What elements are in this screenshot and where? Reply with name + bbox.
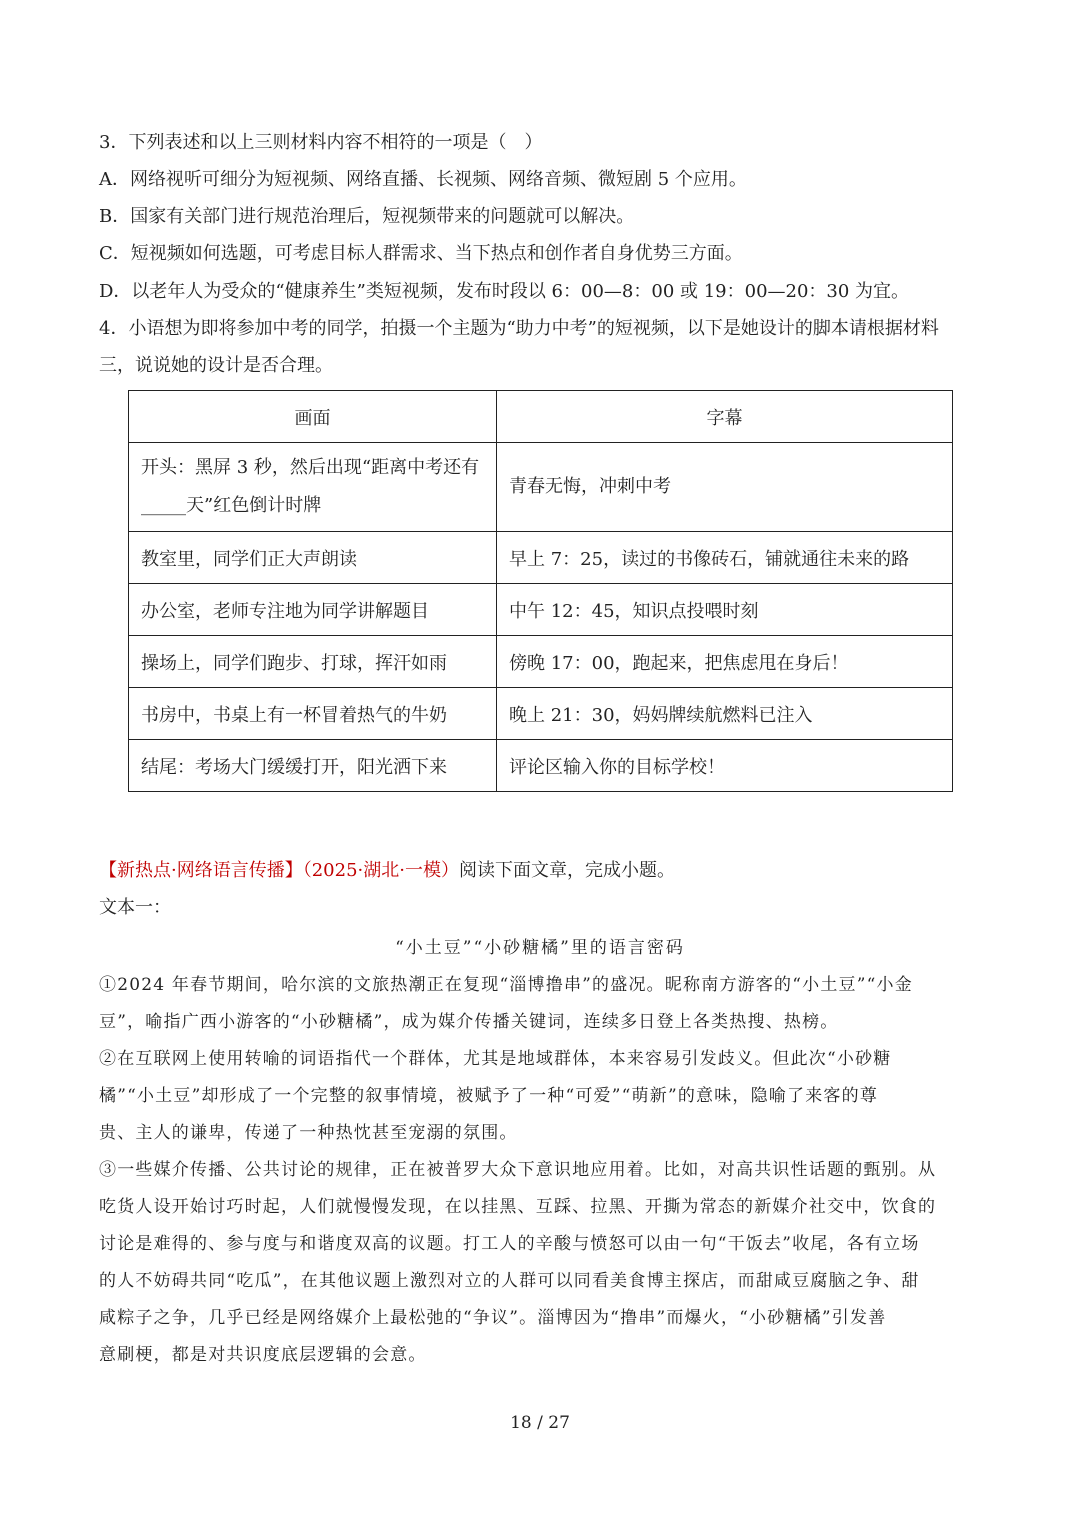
scene-line: 开头：黑屏 3 秒，然后出现“距离中考还有 — [141, 457, 480, 478]
caption-cell: 晚上 21：30，妈妈牌续航燃料已注入 — [497, 688, 953, 740]
scene-cell: 结尾：考场大门缓缓打开，阳光洒下来 — [129, 740, 497, 792]
hot-topic-tag: 【新热点·网络语言传播】 — [99, 860, 303, 881]
caption-cell: 早上 7：25，读过的书像砖石，铺就通往未来的路 — [497, 532, 953, 584]
scene-cell: 办公室，老师专注地为同学讲解题目 — [129, 584, 497, 636]
scene-cell: 教室里，同学们正大声朗读 — [129, 532, 497, 584]
option-b: B．国家有关部门进行规范治理后，短视频带来的问题就可以解决。 — [99, 206, 635, 227]
scene-cell — [129, 443, 497, 532]
question-4-line2: 三，说说她的设计是否合理。 — [99, 355, 333, 376]
scene-line: _____天”红色倒计时牌 — [141, 495, 322, 516]
scene-cell: 操场上，同学们跑步、打球，挥汗如雨 — [129, 636, 497, 688]
header-scene: 画面 — [129, 391, 497, 443]
section-heading — [99, 859, 675, 883]
article-line: 咸粽子之争，几乎已经是网络媒介上最松弛的“争议”。淄博因为“撸串”而爆火，“小砂糖橘”引发善 — [99, 1308, 887, 1328]
question-4-line1: 4．小语想为即将参加中考的同学，拍摄一个主题为“助力中考”的短视频，以下是她设计的脚本请根据材料 — [99, 318, 939, 339]
article-line: ②在互联网上使用转喻的词语指代一个群体，尤其是地域群体，本来容易引发歧义。但此次“小砂糖 — [99, 1049, 892, 1069]
table-row — [129, 636, 953, 688]
article-line: 意刷梗，都是对共识度底层逻辑的会意。 — [99, 1345, 427, 1365]
article-line: 的人不妨碍共同“吃瓜”，在其他议题上激烈对立的人群可以同看美食博主探店，而甜咸豆腐脑之争、甜 — [99, 1271, 920, 1291]
article-line: 吃货人设开始讨巧时起，人们就慢慢发现，在以挂黑、互踩、拉黑、开撕为常态的新媒介社交中，饮食的 — [99, 1197, 937, 1217]
article-line: 豆”，喻指广西小游客的“小砂糖橘”，成为媒介传播关键词，连续多日登上各类热搜、热榜。 — [99, 1012, 839, 1032]
instruction: 阅读下面文章，完成小题。 — [459, 860, 675, 881]
option-c: C．短视频如何选题，可考虑目标人群需求、当下热点和创作者自身优势三方面。 — [99, 243, 743, 264]
caption-cell: 青春无悔，冲刺中考 — [497, 443, 953, 532]
table-header-row — [129, 391, 953, 443]
article-line: ①2024 年春节期间，哈尔滨的文旅热潮正在复现“淄博撸串”的盛况。昵称南方游客的“小土豆”“小金 — [99, 975, 913, 995]
caption-cell: 中午 12：45，知识点投喂时刻 — [497, 584, 953, 636]
caption-cell: 傍晚 17：00，跑起来，把焦虑甩在身后！ — [497, 636, 953, 688]
table-row — [129, 584, 953, 636]
article-line: 橘”“小土豆”却形成了一个完整的叙事情境，被赋予了一种“可爱”“萌新”的意味，隐喻了来客的尊 — [99, 1086, 879, 1106]
text-label: 文本一： — [99, 897, 171, 918]
scene-cell: 书房中，书桌上有一杯冒着热气的牛奶 — [129, 688, 497, 740]
table-row — [129, 740, 953, 792]
table-row — [129, 688, 953, 740]
header-caption: 字幕 — [497, 391, 953, 443]
caption-cell: 评论区输入你的目标学校！ — [497, 740, 953, 792]
option-d: D．以老年人为受众的“健康养生”类短视频，发布时段以 6：00—8：00 或 19：00—20：30 为宜。 — [99, 281, 910, 302]
article-line: 贵、主人的谦卑，传递了一种热忱甚至宠溺的氛围。 — [99, 1123, 518, 1143]
article-title: “小土豆”“小砂糖橘”里的语言密码 — [395, 938, 685, 958]
option-a: A．网络视听可细分为短视频、网络直播、长视频、网络音频、微短剧 5 个应用。 — [99, 169, 747, 190]
article-line: ③一些媒介传播、公共讨论的规律，正在被普罗大众下意识地应用着。比如，对高共识性话题的甄别。从 — [99, 1160, 937, 1180]
source-tag: （2025·湖北·一模） — [302, 860, 459, 881]
question-3-stem: 3．下列表述和以上三则材料内容不相符的一项是（ ） — [99, 132, 543, 153]
article-line: 讨论是难得的、参与度与和谐度双高的议题。打工人的辛酸与愤怒可以由一句“干饭去”收尾，各有立场 — [99, 1234, 920, 1254]
table-row — [129, 532, 953, 584]
page-number: 18 / 27 — [510, 1413, 570, 1433]
script-table — [128, 390, 953, 792]
table-row — [129, 443, 953, 532]
